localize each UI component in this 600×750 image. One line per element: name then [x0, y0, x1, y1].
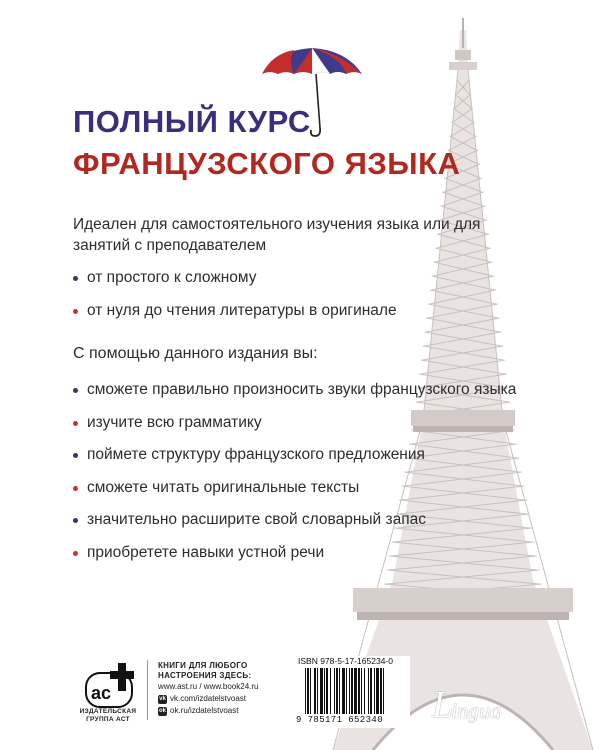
bullet-dot	[73, 276, 78, 281]
vk-link[interactable]: vk vk.com/izdatelstvoast	[159, 694, 247, 703]
bullet-dot	[73, 388, 78, 393]
publisher-caption: ИЗДАТЕЛЬСКАЯ ГРУППА АСТ	[79, 708, 137, 723]
lingua-logo: L ingua	[432, 684, 502, 726]
bullet-dot	[73, 486, 78, 491]
title-line-2: ФРАНЦУЗСКОГО ЯЗЫКА	[73, 146, 461, 181]
barcode-icon	[304, 668, 406, 718]
isbn-text: ISBN 978-5-17-165234-0	[298, 656, 393, 666]
list-item: от нуля до чтения литературы в оригинале	[73, 302, 397, 335]
barcode-number: 9 785171 652340	[296, 715, 384, 725]
bullet-dot	[73, 518, 78, 523]
intro-text: Идеален для самостоятельного изучения языка или для занятий с преподавателем	[73, 216, 481, 254]
list-item: приобретете навыки устной речи	[73, 544, 516, 577]
title-line-1: ПОЛНЫЙ КУРС	[73, 104, 311, 139]
list-item: изучите всю грамматику	[73, 414, 516, 447]
list-item: от простого к сложному	[73, 269, 397, 302]
websites-link[interactable]: www.ast.ru / www.book24.ru	[158, 682, 259, 691]
section-label: С помощью данного издания вы:	[73, 345, 318, 362]
footer-divider	[147, 660, 148, 720]
feature-list-bottom	[73, 381, 516, 576]
vk-icon: vk	[159, 695, 166, 702]
list-item: сможете читать оригинальные тексты	[73, 479, 516, 512]
list-item: поймете структуру французского предложения	[73, 446, 516, 479]
ok-icon: ok	[158, 707, 166, 714]
ast-logo-text: ac	[91, 683, 112, 703]
bullet-dot	[73, 421, 78, 426]
ok-link[interactable]: ok ok.ru/izdatelstvoast	[158, 706, 239, 715]
bullet-dot	[73, 453, 78, 458]
list-item: сможете правильно произносить звуки французского языка	[73, 381, 516, 414]
publisher-info: КНИГИ ДЛЯ ЛЮБОГО НАСТРОЕНИЯ ЗДЕСЬ: www.ast.ru / www.book24.ru vk vk.com/izdatelstvoast ok ok.ru/izdatelstvoast	[158, 661, 298, 717]
barcode-block	[296, 656, 410, 728]
bullet-dot	[73, 551, 78, 556]
feature-list-top	[73, 269, 397, 334]
list-item: значительно расширите свой словарный запас	[73, 511, 516, 544]
bullet-dot	[73, 309, 78, 314]
